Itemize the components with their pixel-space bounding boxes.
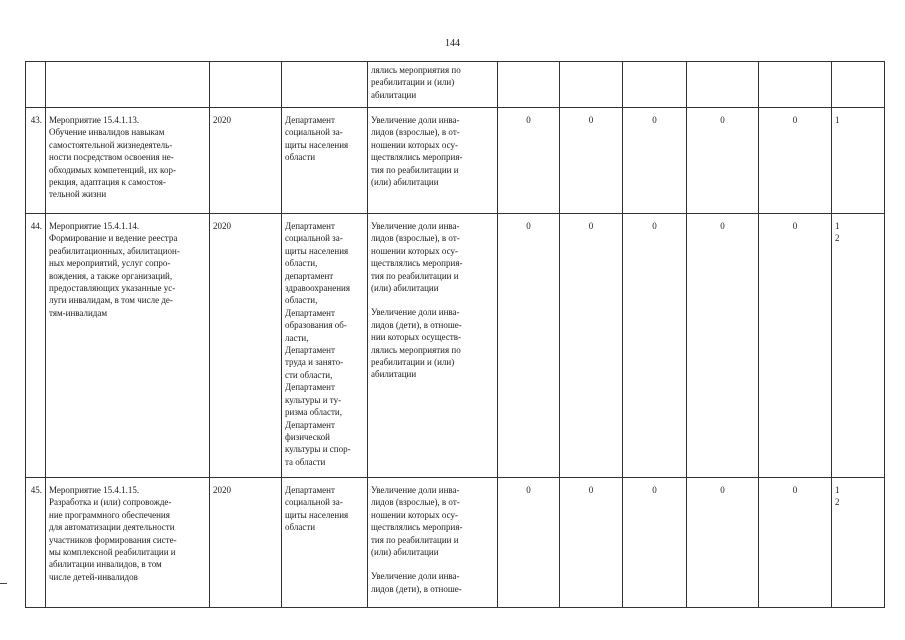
last-column-cell xyxy=(832,62,885,108)
value-cell xyxy=(498,108,560,214)
indicator-cell xyxy=(368,478,498,608)
measure-text-line: числе детей-инвалидов xyxy=(49,571,138,582)
value-cell xyxy=(623,478,687,608)
value-text: 0 xyxy=(652,115,657,125)
year-cell xyxy=(210,62,282,108)
indicator-text-line: нии которых осуществ- xyxy=(371,332,462,343)
year-text: 2020 xyxy=(213,485,231,495)
executor-text-line: щиты населения xyxy=(285,139,349,150)
value-text: 0 xyxy=(588,221,594,231)
table-row xyxy=(26,108,885,214)
indicator-text-line: лидов (взрослые), в от- xyxy=(371,127,460,138)
measure-text-line: ных мероприятий, услуг сопро- xyxy=(49,258,171,269)
executor-text-line: физической xyxy=(285,431,330,442)
value-text: 0 xyxy=(792,221,798,231)
value-text: 0 xyxy=(588,115,594,125)
indicator-text-line: Увеличение доли инва- xyxy=(371,221,460,231)
executor-text-line: та области xyxy=(285,456,326,467)
executor-text-line: Департамент xyxy=(285,382,335,393)
executor-text-line: Департамент xyxy=(285,485,335,495)
value-cell xyxy=(687,108,759,214)
indicator-text-line: лидов (дети), в отноше- xyxy=(371,583,462,594)
value-cell xyxy=(759,62,832,108)
indicator-text-line: тия по реабилитации и xyxy=(371,270,459,281)
executor-text-line: Департамент xyxy=(285,345,335,356)
indicator-text-line: абилитации xyxy=(371,369,417,380)
measure-cell xyxy=(46,62,210,108)
year-text: 2020 xyxy=(213,221,231,231)
executor-text-line: труда и занято- xyxy=(285,357,344,368)
indicator-text-line: лялись мероприятия по xyxy=(371,65,461,75)
executor-text-line: здравоохранения xyxy=(285,283,351,294)
measure-text-line: Формирование и ведение реестра xyxy=(49,233,178,244)
value-text: 0 xyxy=(526,221,531,231)
last-column-cell xyxy=(832,108,885,214)
last-column-line: 1 xyxy=(835,115,840,125)
measure-text-line: Мероприятие 15.4.1.14. xyxy=(49,221,140,231)
indicator-text-line: Увеличение доли инва- xyxy=(371,485,460,495)
executor-text-line: ризма области, xyxy=(285,407,342,418)
last-column-line: 2 xyxy=(835,497,840,508)
value-cell xyxy=(498,478,560,608)
margin-mark xyxy=(0,583,7,584)
indicator-text-line: абилитации xyxy=(371,89,417,100)
value-cell xyxy=(560,62,623,108)
indicator-text-line: (или) абилитации xyxy=(371,547,439,558)
executor-text-line: сти области, xyxy=(285,369,333,380)
value-text: 0 xyxy=(792,115,798,125)
measure-text-line: самостоятельной жизнедеятель- xyxy=(49,139,173,150)
row-number-text: 43. xyxy=(30,115,42,125)
measure-text-line: Мероприятие 15.4.1.13. xyxy=(49,115,140,125)
measure-text-line: реабилитационных, абилитацион- xyxy=(49,245,180,256)
value-cell xyxy=(687,214,759,478)
table-row xyxy=(26,478,885,608)
value-cell xyxy=(759,108,832,214)
executor-cell xyxy=(282,108,368,214)
indicator-text-line: ществлялись мероприя- xyxy=(371,258,463,269)
last-column-cell xyxy=(832,478,885,608)
executor-text-line: департамент xyxy=(285,270,334,281)
measure-text-line: луги инвалидам, в том числе де- xyxy=(49,295,173,306)
last-column-line: 1 xyxy=(835,221,840,231)
executor-text-line: щиты населения xyxy=(285,245,349,256)
executor-text-line: ласти, xyxy=(285,332,309,343)
last-column-line: 2 xyxy=(835,233,840,244)
last-column-line: 1 xyxy=(835,485,840,495)
indicator-text-line: Увеличение доли инва- xyxy=(371,571,460,582)
executor-text-line: Департамент xyxy=(285,419,335,430)
indicator-text-line: лидов (взрослые), в от- xyxy=(371,497,460,508)
value-cell xyxy=(560,478,623,608)
executor-text-line: культуры и ту- xyxy=(285,394,342,405)
indicator-cell xyxy=(368,214,498,478)
indicator-text-line: лидов (взрослые), в от- xyxy=(371,233,460,244)
measure-text-line: обходимых компетенций, их кор- xyxy=(49,164,176,175)
executor-text-line: области xyxy=(285,152,316,163)
value-text: 0 xyxy=(652,221,657,231)
indicator-text-line: ношении которых осу- xyxy=(371,509,458,520)
table-row xyxy=(26,62,885,108)
indicator-text-line: ношении которых осу- xyxy=(371,245,458,256)
executor-cell xyxy=(282,478,368,608)
measure-text-line: Обучение инвалидов навыкам xyxy=(49,127,165,138)
executor-cell xyxy=(282,214,368,478)
executor-text-line: области xyxy=(285,522,316,533)
year-cell xyxy=(210,478,282,608)
measure-text-line: тельной жизни xyxy=(49,189,107,200)
indicator-text-line: Увеличение доли инва- xyxy=(371,307,460,318)
measure-text-line: участников формирования систе- xyxy=(49,534,177,545)
executor-text-line: социальной за- xyxy=(285,233,343,244)
measure-text-line: ности посредством освоения не- xyxy=(49,152,174,163)
executor-text-line: области, xyxy=(285,258,318,269)
indicator-text-line: Увеличение доли инва- xyxy=(371,115,460,125)
measure-text-line: для автоматизации деятельности xyxy=(49,522,175,533)
value-cell xyxy=(759,214,832,478)
row-number xyxy=(26,62,46,108)
page-number: 144 xyxy=(445,38,460,49)
executor-text-line: Департамент xyxy=(285,115,335,125)
executor-text-line: щиты населения xyxy=(285,509,349,520)
indicator-text-line: тия по реабилитации и xyxy=(371,534,459,545)
value-cell xyxy=(623,108,687,214)
indicator-text-line: лялись мероприятия по xyxy=(371,344,461,355)
measure-cell xyxy=(46,108,210,214)
value-cell xyxy=(498,62,560,108)
indicator-text-line: (или) абилитации xyxy=(371,177,439,188)
indicator-cell xyxy=(368,108,498,214)
value-text: 0 xyxy=(588,485,594,495)
value-cell xyxy=(623,214,687,478)
indicator-text-line: лидов (дети), в отноше- xyxy=(371,319,462,330)
measure-text-line: вождения, а также организаций, xyxy=(49,270,173,281)
executor-text-line: культуры и спор- xyxy=(285,444,351,455)
value-text: 0 xyxy=(652,485,657,495)
executor-text-line: Департамент xyxy=(285,221,335,231)
row-number xyxy=(26,214,46,478)
indicator-cell xyxy=(368,62,498,108)
value-cell xyxy=(498,214,560,478)
measure-text-line: рекция, адаптация к самостоя- xyxy=(49,177,166,188)
indicator-text-line: ношении которых осу- xyxy=(371,139,458,150)
table-row xyxy=(26,214,885,478)
value-text: 0 xyxy=(526,115,531,125)
value-cell xyxy=(687,62,759,108)
measure-text-line: тям-инвалидам xyxy=(49,307,108,318)
measure-text-line: мы комплексной реабилитации и xyxy=(49,547,176,558)
executor-text-line: Департамент xyxy=(285,307,335,318)
indicator-text-line: ществлялись мероприя- xyxy=(371,522,463,533)
measure-cell xyxy=(46,478,210,608)
value-cell xyxy=(560,108,623,214)
measure-text-line: Мероприятие 15.4.1.15. xyxy=(49,485,140,495)
last-column-cell xyxy=(832,214,885,478)
paragraph-gap xyxy=(371,294,494,306)
executor-text-line: области, xyxy=(285,295,318,306)
row-number-text: 45. xyxy=(30,485,42,495)
indicator-text-line: реабилитации и (или) xyxy=(371,77,455,88)
row-number xyxy=(26,478,46,608)
indicator-text-line: реабилитации и (или) xyxy=(371,357,455,368)
value-cell xyxy=(687,478,759,608)
value-cell xyxy=(560,214,623,478)
value-text: 0 xyxy=(526,485,531,495)
executor-text-line: образования об- xyxy=(285,320,347,331)
executor-text-line: социальной за- xyxy=(285,497,343,508)
measure-text-line: абилитации инвалидов, в том xyxy=(49,559,162,570)
value-text: 0 xyxy=(720,221,725,231)
year-cell xyxy=(210,108,282,214)
measure-text-line: Разработка и (или) сопровожде- xyxy=(49,497,172,508)
year-cell xyxy=(210,214,282,478)
value-text: 0 xyxy=(720,485,725,495)
row-number-text: 44. xyxy=(30,221,42,231)
measure-text-line: предоставляющих указанные ус- xyxy=(49,283,176,294)
executor-cell xyxy=(282,62,368,108)
indicator-text-line: ществлялись мероприя- xyxy=(371,152,463,163)
row-number xyxy=(26,108,46,214)
value-cell xyxy=(759,478,832,608)
measures-table xyxy=(25,61,885,608)
executor-text-line: социальной за- xyxy=(285,127,343,138)
value-text: 0 xyxy=(792,485,798,495)
year-text: 2020 xyxy=(213,115,231,125)
indicator-text-line: (или) абилитации xyxy=(371,283,439,294)
paragraph-gap xyxy=(371,558,494,570)
measure-text-line: ние программного обеспечения xyxy=(49,509,170,520)
value-cell xyxy=(623,62,687,108)
value-text: 0 xyxy=(720,115,725,125)
measure-cell xyxy=(46,214,210,478)
indicator-text-line: тия по реабилитации и xyxy=(371,164,459,175)
